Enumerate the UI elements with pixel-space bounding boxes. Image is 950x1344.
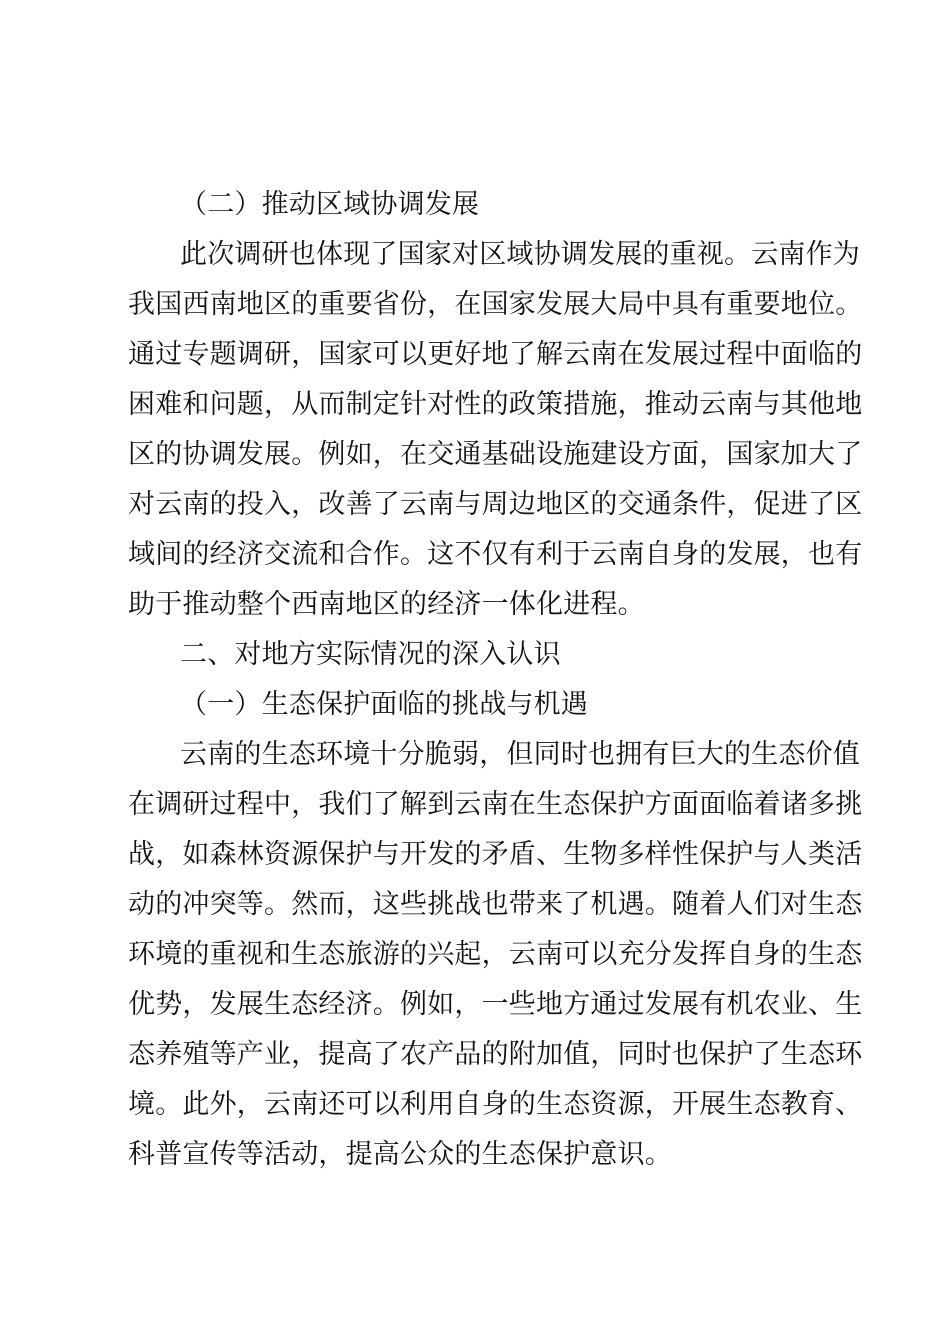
paragraph-line: 在调研过程中，我们了解到云南在生态保护方面面临着诸多挑 [128,789,863,820]
paragraph-line: 困难和问题，从而制定针对性的政策措施，推动云南与其他地 [128,389,863,420]
subheading-ecology: （一）生态保护面临的挑战与机遇 [180,689,588,720]
paragraph-line: 科普宣传等活动，提高公众的生态保护意识。 [128,1139,672,1170]
subheading-regional-coordination: （二）推动区域协调发展 [180,189,480,220]
paragraph-line: 助于推动整个西南地区的经济一体化进程。 [128,589,645,620]
paragraph-line: 通过专题调研，国家可以更好地了解云南在发展过程中面临的 [128,339,863,370]
paragraph-line: 态养殖等产业，提高了农产品的附加值，同时也保护了生态环 [128,1039,863,1070]
paragraph-line: 域间的经济交流和合作。这不仅有利于云南自身的发展，也有 [128,539,863,570]
paragraph-line: 我国西南地区的重要省份，在国家发展大局中具有重要地位。 [128,289,863,320]
paragraph-line: 战，如森林资源保护与开发的矛盾、生物多样性保护与人类活 [128,839,863,870]
paragraph-line: 境。此外，云南还可以利用自身的生态资源，开展生态教育、 [128,1089,863,1120]
paragraph-line: 对云南的投入，改善了云南与周边地区的交通条件，促进了区 [128,489,863,520]
paragraph-line: 云南的生态环境十分脆弱，但同时也拥有巨大的生态价值 [180,739,860,770]
paragraph-line: 动的冲突等。然而，这些挑战也带来了机遇。随着人们对生态 [128,889,863,920]
paragraph-line: 环境的重视和生态旅游的兴起，云南可以充分发挥自身的生态 [128,939,863,970]
section-heading: 二、对地方实际情况的深入认识 [180,639,561,670]
paragraph-line: 区的协调发展。例如，在交通基础设施建设方面，国家加大了 [128,439,863,470]
paragraph-line: 此次调研也体现了国家对区域协调发展的重视。云南作为 [180,239,860,270]
paragraph-line: 优势，发展生态经济。例如，一些地方通过发展有机农业、生 [128,989,863,1020]
